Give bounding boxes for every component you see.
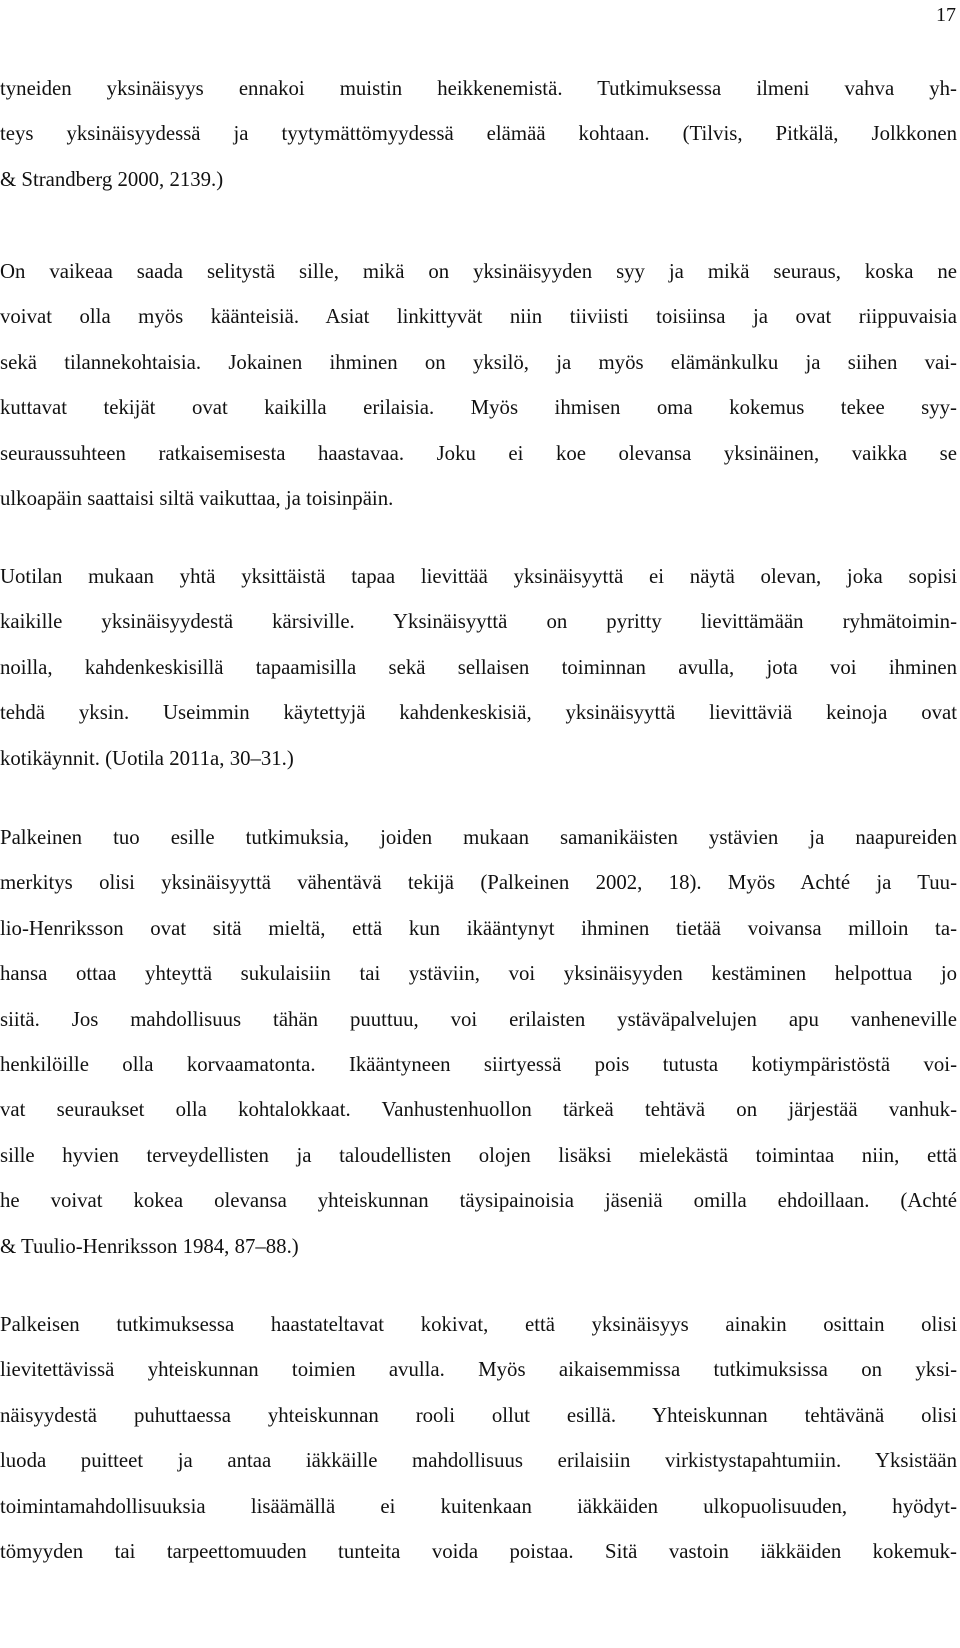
text-line: tyneiden yksinäisyys ennakoi muistin heikkenemistä. Tutkimuksessa ilmeni vahva yh- xyxy=(0,77,957,100)
page-number: 17 xyxy=(936,4,956,26)
text-line: hansa ottaa yhteyttä sukulaisiin tai ystäviin, voi yksinäisyyden kestäminen helpottua jo xyxy=(0,962,957,986)
text-line: he voivat kokea olevansa yhteiskunnan täysipainoisia jäseniä omilla ehdoillaan. (Achté xyxy=(0,1189,957,1213)
text-line: tehdä yksin. Useimmin käytettyjä kahdenkeskisiä, yksinäisyyttä lievittäviä keinoja ovat xyxy=(0,701,957,725)
text-line: & Strandberg 2000, 2139.) xyxy=(0,167,224,191)
text-line: Palkeinen tuo esille tutkimuksia, joiden mukaan samanikäisten ystävien ja naapureiden xyxy=(0,826,957,849)
text-line: ulkoapäin saattaisi siltä vaikuttaa, ja toisinpäin. xyxy=(0,486,394,510)
text-line: voivat olla myös käänteisiä. Asiat linkittyvät niin tiiviisti toisiinsa ja ovat riippuvaisia xyxy=(0,305,957,329)
text-line: kaikille yksinäisyydestä kärsiville. Yksinäisyyttä on pyritty lievittämään ryhmätoimin- xyxy=(0,610,957,634)
text-line: seuraussuhteen ratkaisemisesta haastavaa. Joku ei koe olevansa yksinäinen, vaikka se xyxy=(0,441,957,465)
text-line: kuttavat tekijät ovat kaikilla erilaisia. Myös ihmisen oma kokemus tekee syy- xyxy=(0,396,957,420)
text-line: siitä. Jos mahdollisuus tähän puuttuu, voi erilaisten ystäväpalvelujen apu vanheneville xyxy=(0,1007,957,1031)
paragraph xyxy=(0,66,957,202)
text-line: sille hyvien terveydellisten ja taloudellisten olojen lisäksi mielekästä toimintaa niin, että xyxy=(0,1143,957,1167)
text-line: tömyyden tai tarpeettomuuden tunteita voida poistaa. Sitä vastoin iäkkäiden kokemuk- xyxy=(0,1539,957,1563)
text-line: On vaikeaa saada selitystä sille, mikä on yksinäisyyden syy ja mikä seuraus, koska ne xyxy=(0,260,957,283)
text-line: toimintamahdollisuuksia lisäämällä ei kuitenkaan iäkkäiden ulkopuolisuuden, hyödyt- xyxy=(0,1494,957,1518)
text-line: merkitys olisi yksinäisyyttä vähentävä tekijä (Palkeinen 2002, 18). Myös Achté ja Tuu- xyxy=(0,871,957,895)
text-line: vat seuraukset olla kohtalokkaat. Vanhustenhuollon tärkeä tehtävä on järjestää vanhuk- xyxy=(0,1098,957,1122)
text-line: lio-Henriksson ovat sitä mieltä, että kun ikääntynyt ihminen tietää voivansa milloin ta- xyxy=(0,916,957,940)
text-line: näisyydestä puhuttaessa yhteiskunnan rooli ollut esillä. Yhteiskunnan tehtävänä olisi xyxy=(0,1403,957,1427)
paragraph xyxy=(0,815,957,1269)
text-line: noilla, kahdenkeskisillä tapaamisilla sekä sellaisen toiminnan avulla, jota voi ihminen xyxy=(0,655,957,679)
paragraph xyxy=(0,249,957,521)
text-line: lievitettävissä yhteiskunnan toimien avulla. Myös aikaisemmissa tutkimuksissa on yksi- xyxy=(0,1358,957,1382)
text-line: & Tuulio-Henriksson 1984, 87–88.) xyxy=(0,1234,299,1258)
text-line: kotikäynnit. (Uotila 2011a, 30–31.) xyxy=(0,746,294,770)
text-line: luoda puitteet ja antaa iäkkäille mahdollisuus erilaisiin virkistystapahtumiin. Yksistään xyxy=(0,1449,957,1473)
paragraph xyxy=(0,554,957,781)
text-line: Uotilan mukaan yhtä yksittäistä tapaa lievittää yksinäisyyttä ei näytä olevan, joka sopisi xyxy=(0,565,957,588)
text-line: henkilöille olla korvaamatonta. Ikääntyneen siirtyessä pois tutusta kotiympäristöstä voi- xyxy=(0,1052,957,1076)
paragraph xyxy=(0,1302,957,1574)
text-line: sekä tilannekohtaisia. Jokainen ihminen on yksilö, ja myös elämänkulku ja siihen vai- xyxy=(0,350,957,374)
text-line: Palkeisen tutkimuksessa haastateltavat kokivat, että yksinäisyys ainakin osittain olisi xyxy=(0,1313,957,1336)
text-line: teys yksinäisyydessä ja tyytymättömyydessä elämää kohtaan. (Tilvis, Pitkälä, Jolkkonen xyxy=(0,122,957,146)
